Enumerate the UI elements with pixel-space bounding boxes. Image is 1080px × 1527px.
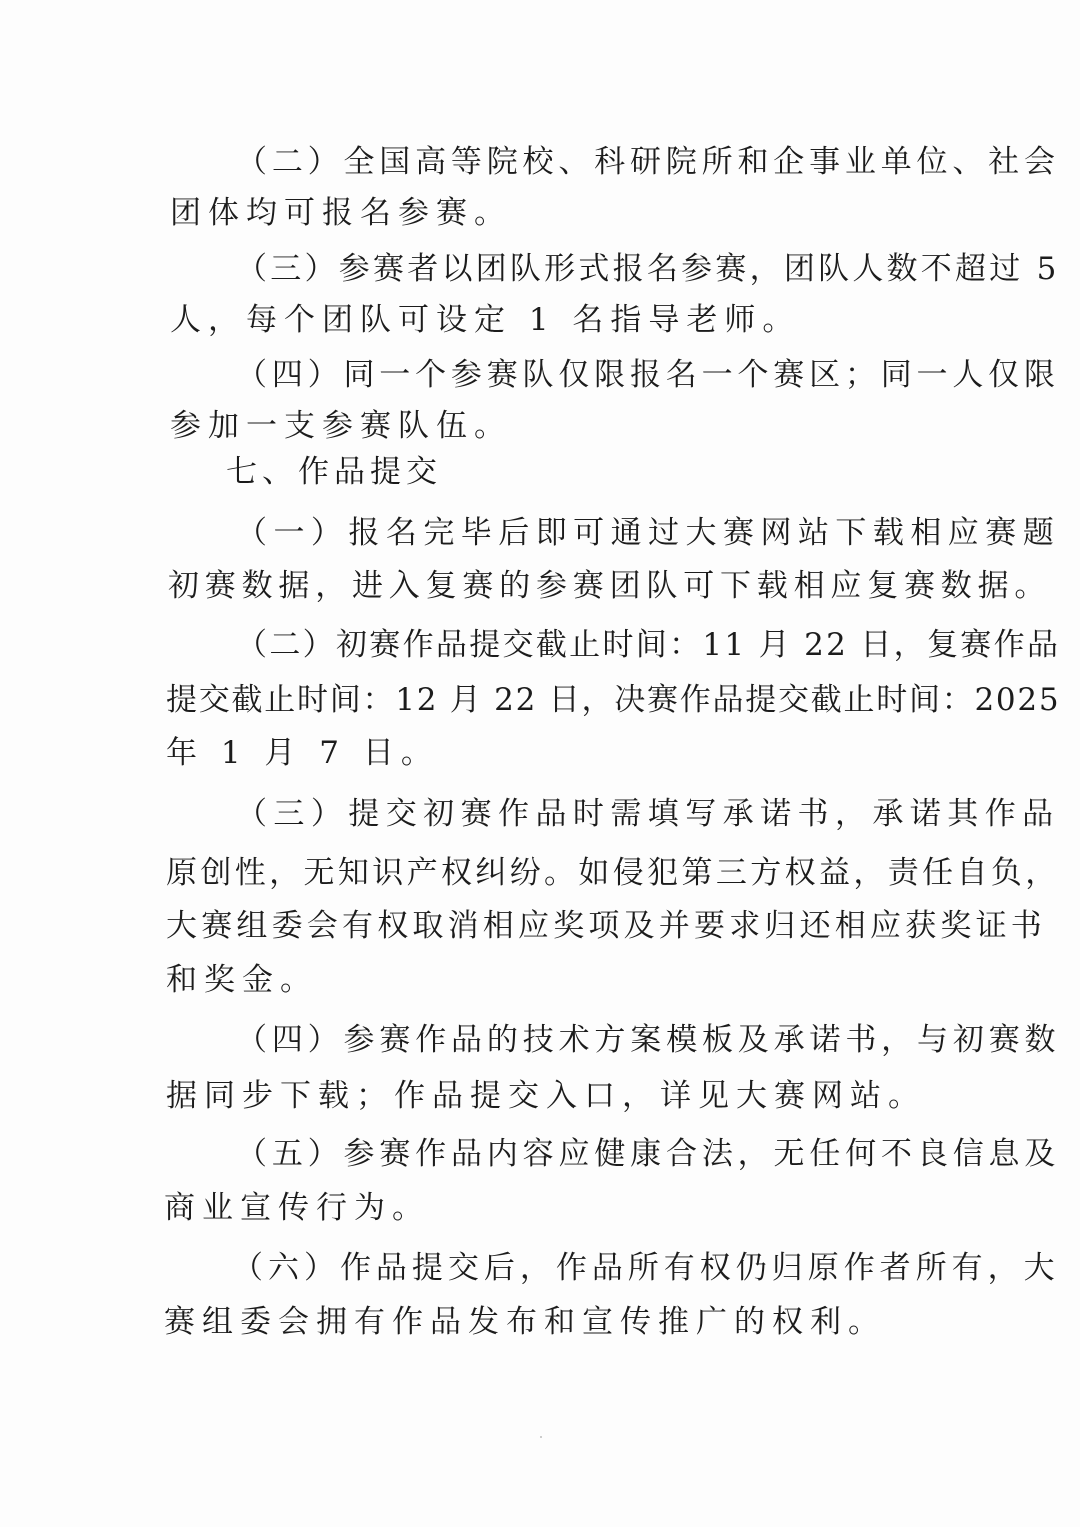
paragraph-line: 参加一支参赛队伍。 [170, 408, 512, 444]
paragraph-line: （一）报名完毕后即可通过大赛网站下载相应赛题 [236, 515, 1061, 551]
paragraph-line: （二）初赛作品提交截止时间：11 月 22 日，复赛作品 [236, 627, 1061, 663]
paragraph-line: 原创性，无知识产权纠纷。如侵犯第三方权益，责任自负， [166, 855, 1060, 891]
paragraph-line: （二）全国高等院校、科研院所和企事业单位、社会 [236, 144, 1060, 180]
paragraph-line: （四）参赛作品的技术方案模板及承诺书，与初赛数 [236, 1022, 1061, 1058]
paragraph-line: 赛组委会拥有作品发布和宣传推广的权利。 [164, 1304, 886, 1340]
paragraph-line: 商业宣传行为。 [164, 1190, 430, 1226]
scan-speck [540, 1436, 542, 1438]
section-heading: 七、作品提交 [226, 454, 442, 490]
paragraph-line: 和奖金。 [166, 962, 318, 998]
paragraph-line: 年 1 月 7 日。 [166, 735, 439, 771]
paragraph-line: 初赛数据，进入复赛的参赛团队可下载相应复赛数据。 [168, 568, 1052, 604]
paragraph-line: （三）参赛者以团队形式报名参赛，团队人数不超过 5 [236, 251, 1060, 287]
paragraph-line: 据同步下载；作品提交入口，详见大赛网站。 [166, 1078, 926, 1114]
paragraph-line: 人，每个团队可设定 1 名指导老师。 [170, 302, 801, 338]
paragraph-line: （四）同一个参赛队仅限报名一个赛区；同一人仅限 [236, 357, 1060, 393]
paragraph-line: 团体均可报名参赛。 [170, 195, 512, 231]
paragraph-line: （五）参赛作品内容应健康合法，无任何不良信息及 [236, 1136, 1061, 1172]
paragraph-line: 提交截止时间：12 月 22 日，决赛作品提交截止时间：2025 [166, 682, 1061, 718]
paragraph-line: （三）提交初赛作品时需填写承诺书，承诺其作品 [236, 796, 1060, 832]
paragraph-line: 大赛组委会有权取消相应奖项及并要求归还相应获奖证书 [166, 908, 1046, 944]
paragraph-line: （六）作品提交后，作品所有权仍归原作者所有，大 [232, 1250, 1060, 1286]
